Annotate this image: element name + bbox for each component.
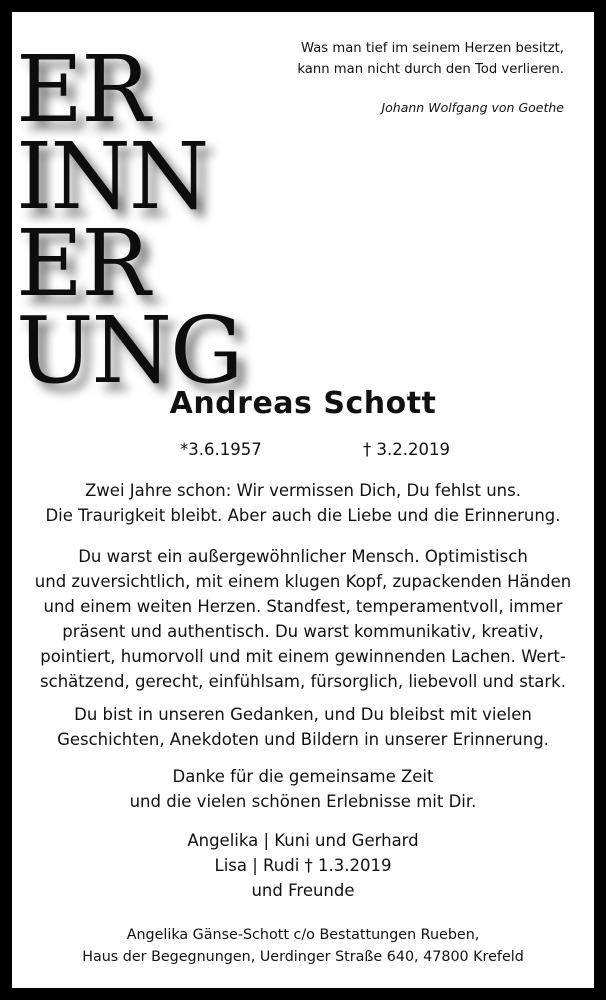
text-paragraph-3 [12, 702, 594, 752]
heading-line: ER [16, 36, 149, 143]
heading-line: UNG [16, 297, 242, 404]
text-line: Geschichten, Anekdoten und Bildern in unserer Erinnerung. [57, 730, 549, 749]
quote-line: kann man nicht durch den Tod verlieren. [297, 62, 564, 77]
text-paragraph-1 [12, 478, 594, 528]
text-line: Du bist in unseren Gedanken, und Du bleibst mit vielen [74, 705, 532, 724]
heading-line: INN [16, 123, 208, 230]
text-line: und die vielen schönen Erlebnisse mit Dir. [129, 792, 477, 811]
mourner-line: und Freunde [251, 881, 355, 900]
mourner-line: Angelika | Kuni und Gerhard [187, 831, 419, 850]
death-date: † 3.2.2019 [363, 440, 450, 459]
text-line: Du warst ein außergewöhnlicher Mensch. Optimistisch [78, 547, 528, 566]
text-line: schätzend, gerecht, einfühlsam, fürsorglich, liebevoll und stark. [40, 672, 566, 691]
erinnerung-heading [16, 36, 242, 404]
goethe-quote [264, 38, 564, 80]
heading-line: ER [16, 210, 149, 317]
text-line: und einem weiten Herzen. Standfest, temperamentvoll, immer [43, 597, 563, 616]
contact-address [12, 924, 594, 968]
life-dates [180, 440, 450, 459]
text-line: präsent und authentisch. Du warst kommunikativ, kreativ, [62, 622, 544, 641]
address-line: Haus der Begegnungen, Uerdinger Straße 640, 47800 Krefeld [82, 949, 524, 965]
text-line: pointiert, humorvoll und mit einem gewinnenden Lachen. Wert- [40, 647, 566, 666]
address-line: Angelika Gänse-Schott c/o Bestattungen Rueben, [126, 927, 480, 943]
text-paragraph-4 [12, 764, 594, 814]
text-line: Danke für die gemeinsame Zeit [172, 767, 434, 786]
birth-date: *3.6.1957 [180, 440, 262, 459]
quote-author: Johann Wolfgang von Goethe [381, 100, 564, 115]
text-paragraph-2 [12, 544, 594, 694]
text-line: Zwei Jahre schon: Wir vermissen Dich, Du fehlst uns. [85, 481, 521, 500]
deceased-name: Andreas Schott [169, 386, 437, 421]
text-line: und zuversichtlich, mit einem klugen Kopf, zupackenden Händen [34, 572, 572, 591]
mourner-line: Lisa | Rudi † 1.3.2019 [214, 856, 392, 875]
text-line: Die Traurigkeit bleibt. Aber auch die Liebe und die Erinnerung. [45, 506, 561, 525]
quote-line: Was man tief im seinem Herzen besitzt, [301, 41, 564, 56]
mourners [12, 828, 594, 903]
